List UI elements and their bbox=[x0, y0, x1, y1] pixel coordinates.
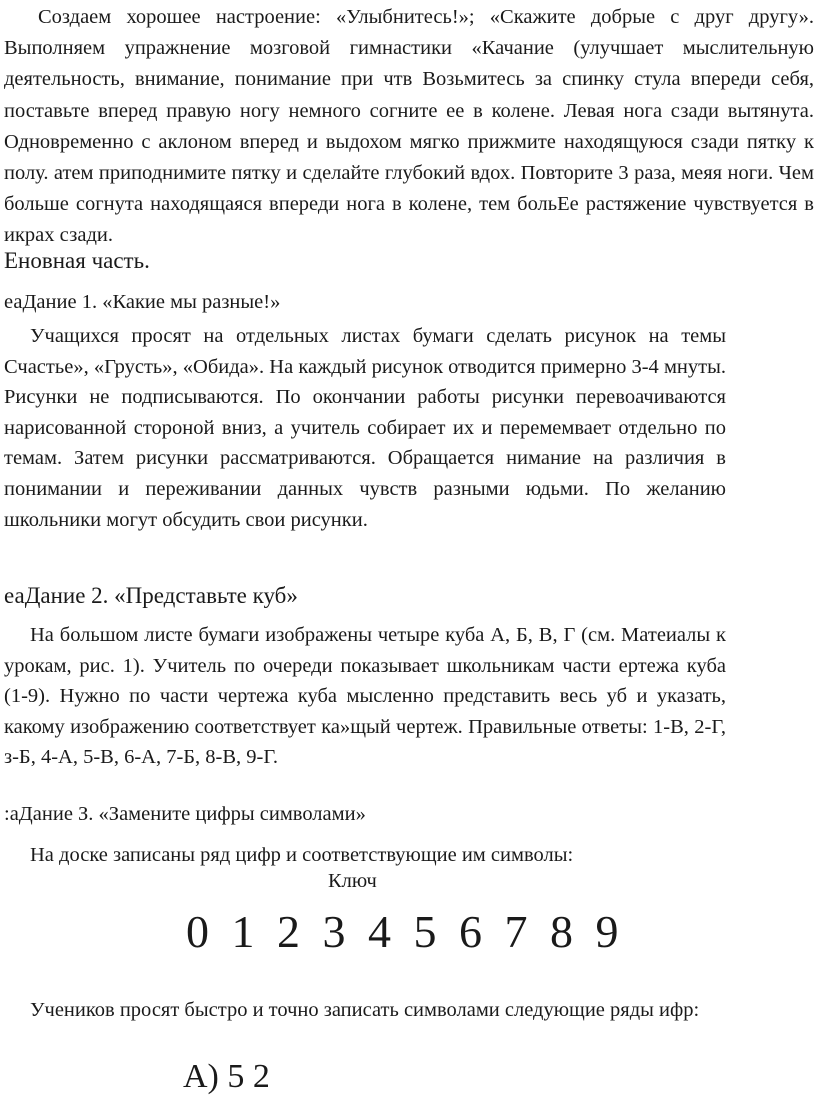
key-digits: 0 1 2 3 4 5 6 7 8 9 bbox=[186, 906, 623, 957]
key-label: Ключ bbox=[328, 870, 377, 892]
task2-body: На большом листе бумаги изображены четыре куба А, Б, В, Г (см. Матеиалы к урокам, рис. 1). Учитель по очереди показывает школьникам части ертежа куба (1-9). Нужно по части чертежа куба мысленно представить весь уб и указать, какому изображению соответствует ка»щый чертеж. Правильные ответы: 1-В, 2-Г, з-Б, 4-А, 5-В, 6-А, 7-Б, 8-В, 9-Г. bbox=[4, 624, 726, 769]
task3-title: :аДание З. «Замените цифры символами» bbox=[4, 803, 366, 825]
intro-paragraph: Создаем хорошее настроение: «Улыбнитесь!»; «Скажите добрые с друг другу». Выполняем упражнение мозговой гимнастики «Качание (улучшает мыслительную деятельность, внимание, понимание при чтв Возьмитесь за спинку стула впереди себя, поставьте вперед правую ногу немного согните ее в колене. Левая нога сзади вытянута. Одновременно с аклоном вперед и выдохом мягко прижмите находящуюся сзади пятку к полу. атем приподнимите пятку и сделайте глубокий вдох. Повторите 3 раза, меяя ноги. Чем больше согнута находящаяся впереди нога в колене, тем больЕе растяжение чувствуется в икрах сзади. bbox=[4, 6, 814, 247]
task1-body: Учащихся просят на отдельных листах бумаги сделать рисунок на темы Счастье», «Грусть», «Обида». На каждый рисунок отводится примерно 3-4 мнуты. Рисунки не подписываются. По окончании работы рисунки перевоачиваются нарисованной стороной вниз, а учитель собирает их и перемемвает отдельно по темам. Затем рисунки рассматриваются. Обращается нимание на различия в понимании и переживании данных чувств разными юдьми. По желанию школьники могут обсудить свои рисунки. bbox=[4, 325, 726, 531]
task1-title: еаДание 1. «Какие мы разные!» bbox=[4, 291, 281, 313]
task3-intro: На доске записаны ряд цифр и соответствующие им символы: bbox=[30, 844, 574, 866]
task3-instruction: Учеников просят быстро и точно записать символами следующие ряды ифр: bbox=[30, 999, 700, 1021]
task2-title: еаДание 2. «Представьте куб» bbox=[4, 583, 298, 608]
task3-row-a: А) 5 2 bbox=[183, 1058, 270, 1095]
main-section-heading: Еновная часть. bbox=[4, 248, 150, 273]
